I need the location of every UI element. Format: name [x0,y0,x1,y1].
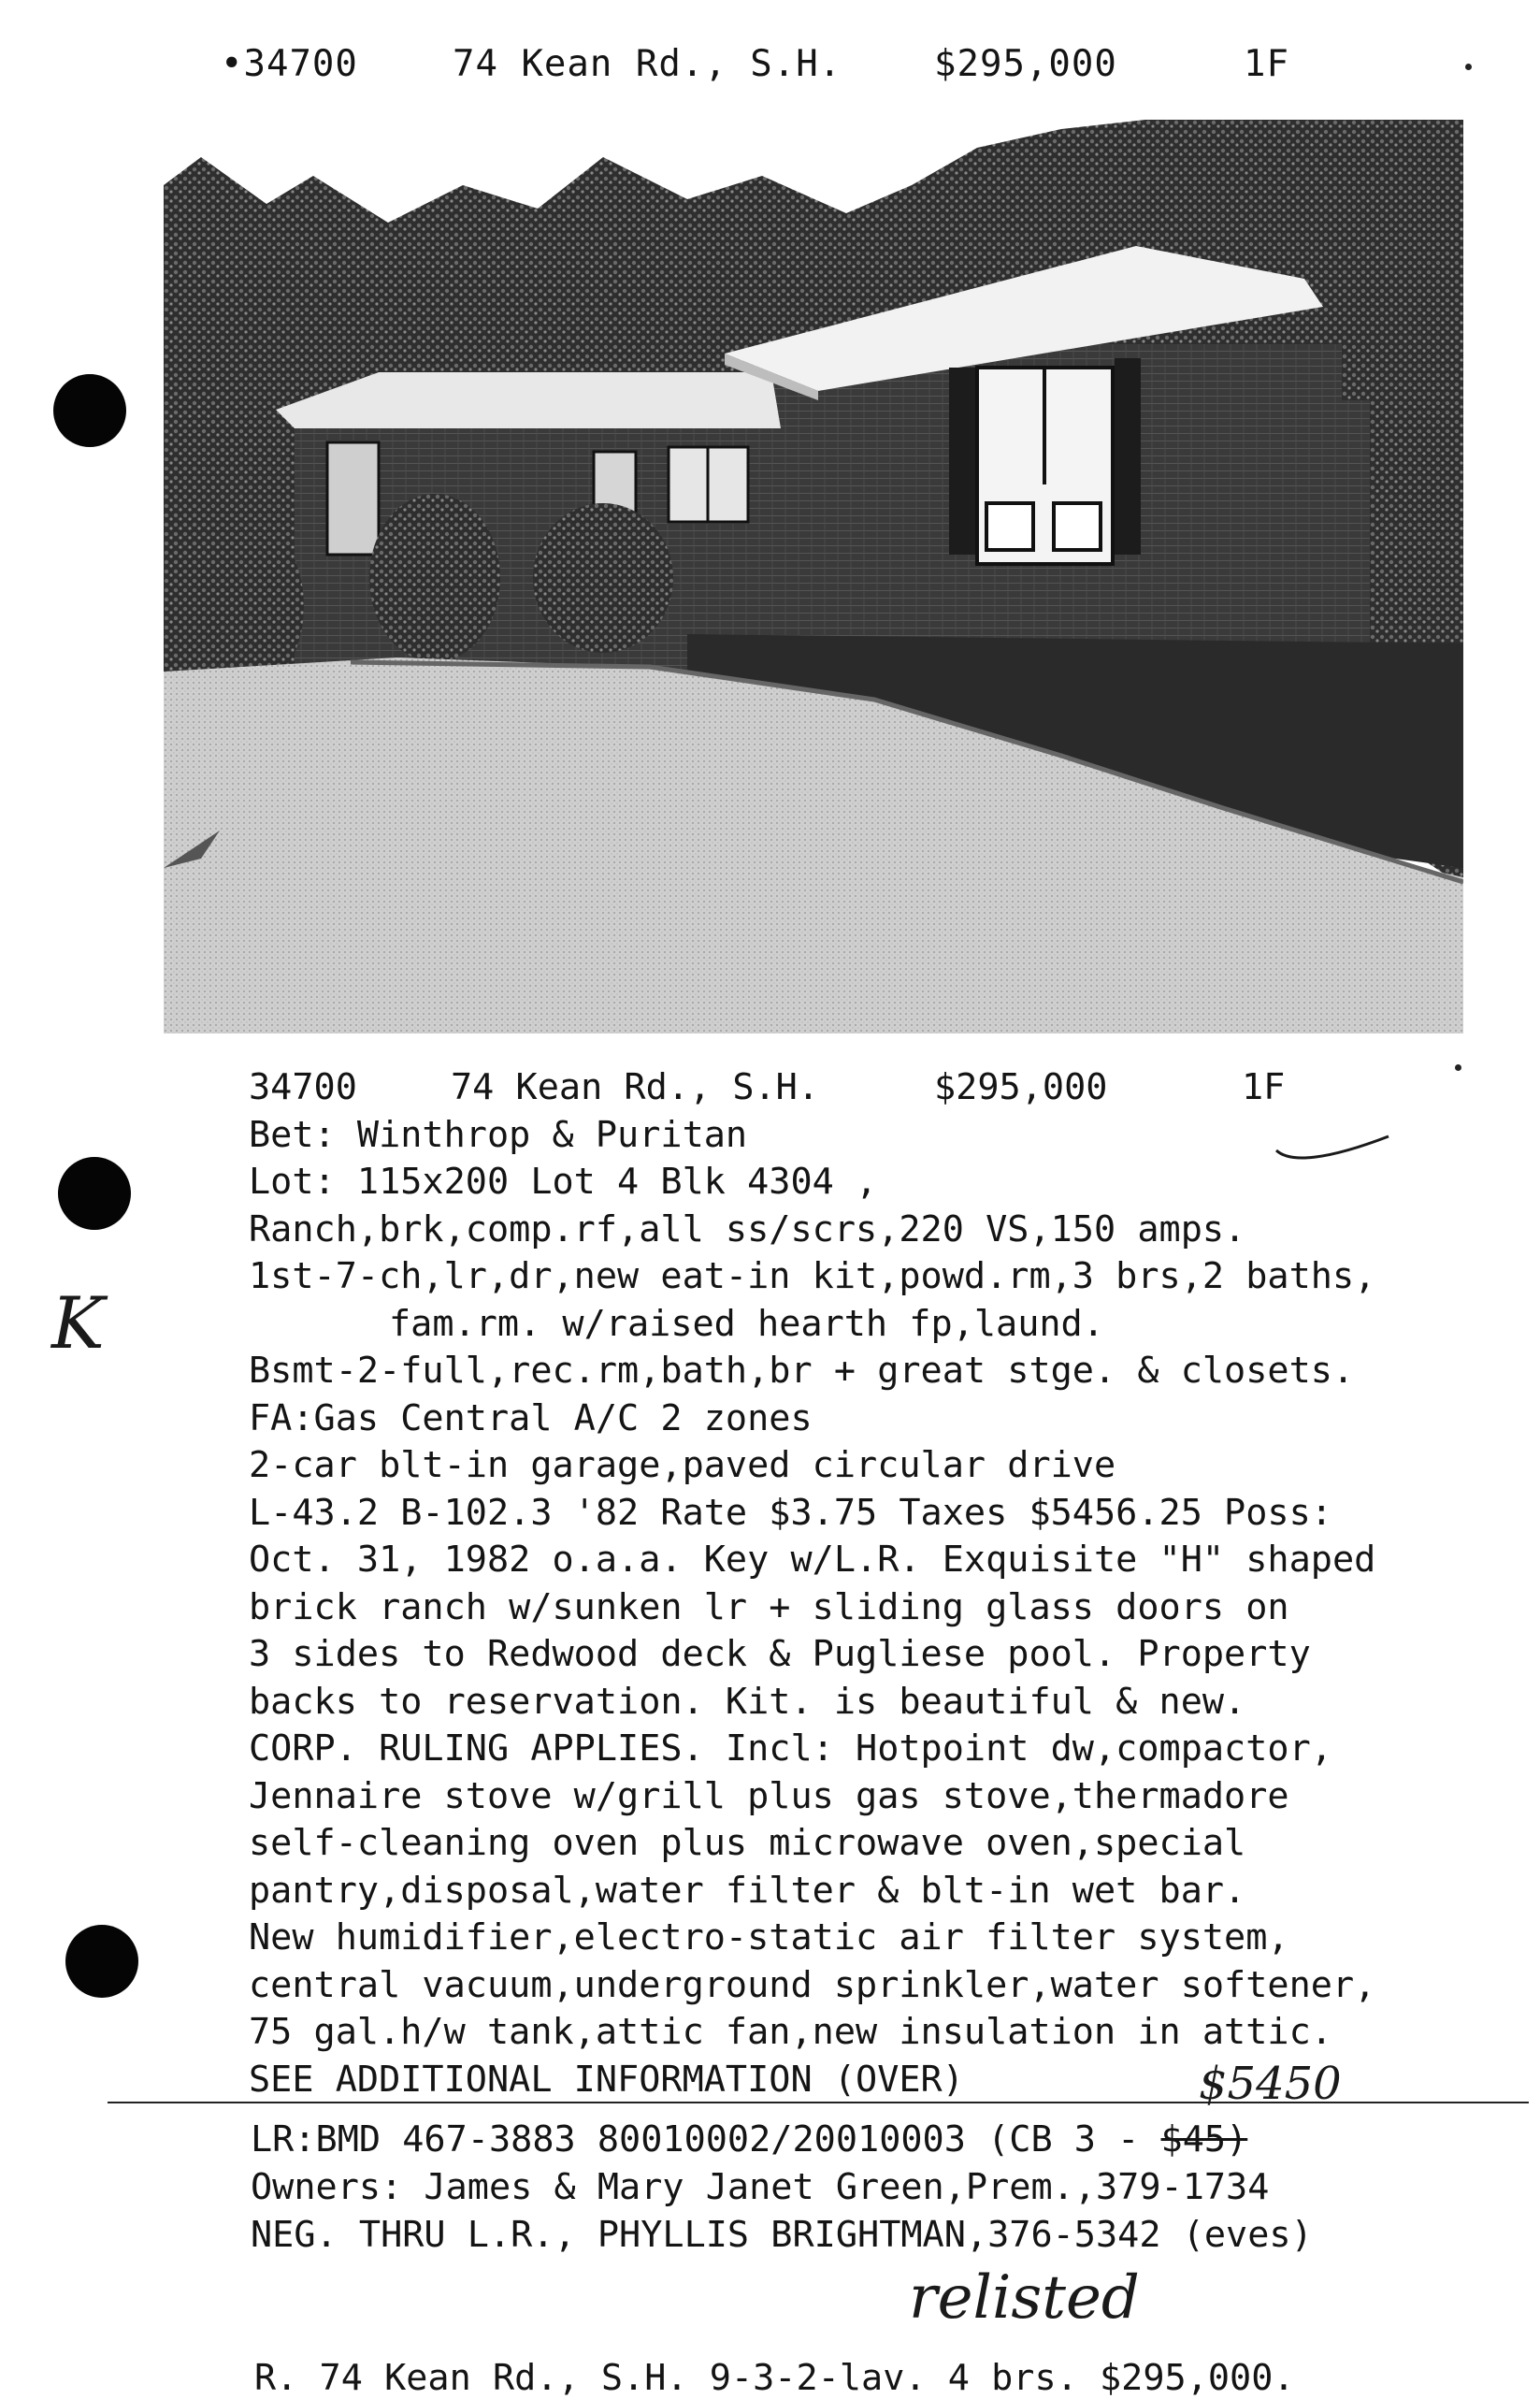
detail-line: central vacuum,underground sprinkler,water softener, [249,1963,1376,2006]
top-code: 1F [1244,43,1289,85]
listing-details [249,1064,1483,2103]
corner-dot [1465,64,1472,70]
detail-line: 1st-7-ch,lr,dr,new eat-in kit,powd.rm,3 brs,2 baths, [249,1255,1376,1297]
binder-hole-bottom [65,1925,138,1998]
listing-number: 34700 [249,1066,357,1108]
detail-line: Bet: Winthrop & Puritan [249,1113,748,1156]
listing-price: $295,000 [934,1066,1108,1108]
detail-line: fam.rm. w/raised hearth fp,laund. [389,1302,1104,1345]
detail-line: FA:Gas Central A/C 2 zones [249,1396,813,1439]
top-listing-number: •34700 [221,43,358,85]
detail-line: 2-car blt-in garage,paved circular drive [249,1444,1116,1486]
detail-line: pantry,disposal,water filter & blt-in wet bar. [249,1869,1246,1912]
owners-line: Owners: James & Mary Janet Green,Prem.,379-1734 [251,2166,1270,2208]
handwritten-k: K [51,1281,105,1365]
lr-line-text: LR:BMD 467-3883 80010002/20010003 (CB 3 - [251,2118,1161,2161]
lr-line [251,2116,1313,2163]
detail-line: Ranch,brk,comp.rf,all ss/scrs,220 VS,150 amps. [249,1207,1246,1250]
top-price: $295,000 [934,43,1117,85]
house-photo-illustration [164,120,1463,1033]
top-address: 74 Kean Rd., S.H. [453,43,842,85]
detail-line: Lot: 115x200 Lot 4 Blk 4304 , [249,1161,878,1203]
listing-code: 1F [1242,1066,1286,1108]
detail-line: 3 sides to Redwood deck & Pugliese pool. Property [249,1633,1311,1675]
handwritten-amount: $5450 [1199,2058,1342,2110]
detail-line: CORP. RULING APPLIES. Incl: Hotpoint dw,compactor, [249,1727,1332,1770]
handwritten-relisted: relisted [909,2263,1140,2333]
detail-line: New humidifier,electro-static air filter system, [249,1916,1289,1958]
detail-line: brick ranch w/sunken lr + sliding glass doors on [249,1585,1289,1628]
house-photo [164,120,1463,1033]
binder-hole-middle [58,1157,131,1230]
negotiation-line: NEG. THRU L.R., PHYLLIS BRIGHTMAN,376-5342 (eves) [251,2214,1313,2256]
detail-line: Jennaire stove w/grill plus gas stove,thermadore [249,1774,1289,1817]
listing-address: 74 Kean Rd., S.H. [451,1066,820,1108]
detail-line: self-cleaning oven plus microwave oven,special [249,1822,1246,1864]
owners-block [251,2116,1313,2259]
detail-line: 75 gal.h/w tank,attic fan,new insulation in attic. [249,2011,1332,2053]
see-additional-info: SEE ADDITIONAL INFORMATION (OVER) [249,2058,964,2101]
detail-line: backs to reservation. Kit. is beautiful & new. [249,1680,1246,1723]
handwritten-checkmark [1272,1132,1393,1169]
binder-hole-top [53,374,126,447]
detail-line: Bsmt-2-full,rec.rm,bath,br + great stge. & closets. [249,1350,1355,1392]
lr-line-struck-amount: $45) [1160,2118,1248,2161]
detail-line: Oct. 31, 1982 o.a.a. Key w/L.R. Exquisite "H" shaped [249,1539,1376,1581]
summary-line: R. 74 Kean Rd., S.H. 9-3-2-lav. 4 brs. $295,000. [254,2357,1295,2399]
detail-line: L-43.2 B-102.3 '82 Rate $3.75 Taxes $5456.25 Poss: [249,1491,1332,1534]
listing-header [249,1064,1483,1112]
